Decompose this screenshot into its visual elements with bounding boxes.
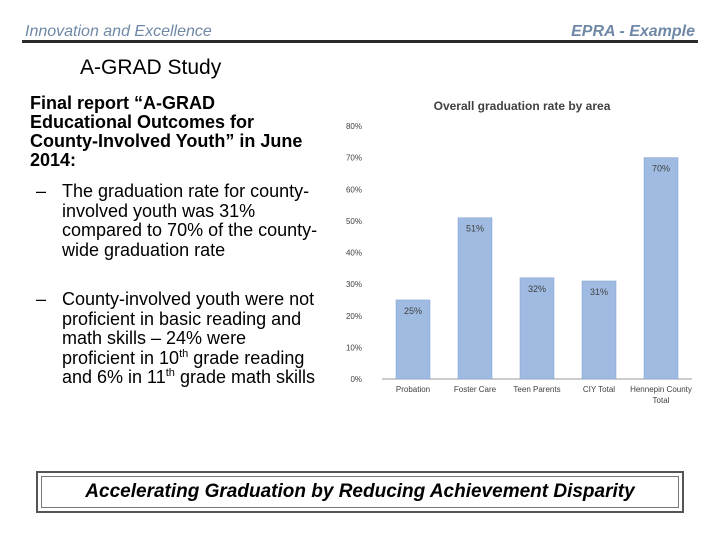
bullet-item bbox=[36, 289, 324, 388]
footer-text: Accelerating Graduation by Reducing Achievement Disparity bbox=[41, 476, 679, 508]
header-left-text: Innovation and Excellence bbox=[25, 23, 212, 40]
y-tick-label: 40% bbox=[345, 248, 362, 258]
bullet-text: County-involved youth were not proficient in basic reading and math skills – 24% were proficient in 10 bbox=[62, 289, 315, 368]
slide-title: A-GRAD Study bbox=[80, 56, 222, 79]
y-tick-label: 10% bbox=[345, 343, 362, 353]
chart-title: Overall graduation rate by area bbox=[433, 99, 611, 113]
y-tick-label: 60% bbox=[345, 185, 362, 195]
chart-bar bbox=[644, 158, 678, 379]
footer-banner bbox=[36, 471, 684, 513]
x-category-label: Foster Care bbox=[453, 385, 497, 394]
graduation-rate-chart bbox=[330, 92, 700, 422]
chart-bar bbox=[458, 218, 492, 379]
bullet-superscript: th bbox=[179, 347, 189, 360]
bar-data-label: 51% bbox=[465, 223, 485, 234]
x-category-label: Hennepin County bbox=[630, 385, 692, 394]
bullet-item bbox=[36, 181, 324, 260]
bullet-dash: – bbox=[36, 289, 47, 309]
bullet-text: grade reading and 6% in 11 bbox=[62, 347, 305, 387]
bar-data-label: 31% bbox=[589, 286, 609, 297]
x-category-label: CIY Total bbox=[582, 385, 616, 394]
intro-text: Final report “A-GRAD Educational Outcomes for County-Involved Youth” in June 2014: bbox=[30, 93, 303, 170]
y-tick-label: 70% bbox=[345, 153, 362, 163]
bullet-text: The graduation rate for county-involved youth was 31% compared to 70% of the county-wide graduation rate bbox=[62, 181, 318, 260]
x-category-label: Teen Parents bbox=[513, 385, 561, 394]
bullet-dash: – bbox=[36, 181, 47, 201]
bullet-superscript: th bbox=[165, 367, 175, 379]
y-tick-label: 30% bbox=[345, 280, 362, 290]
y-tick-label: 0% bbox=[350, 375, 362, 384]
bar-data-label: 70% bbox=[651, 163, 671, 174]
bar-data-label: 32% bbox=[527, 283, 547, 294]
header-divider bbox=[22, 40, 698, 43]
bullet-text: grade math skills bbox=[174, 367, 315, 387]
y-tick-label: 80% bbox=[345, 122, 362, 131]
x-category-label: Total bbox=[652, 396, 670, 405]
header-right-text: EPRA - Example bbox=[571, 23, 695, 40]
y-tick-label: 50% bbox=[345, 216, 362, 226]
x-category-label: Probation bbox=[395, 385, 431, 394]
y-tick-label: 20% bbox=[345, 311, 362, 321]
bar-data-label: 25% bbox=[403, 305, 423, 316]
